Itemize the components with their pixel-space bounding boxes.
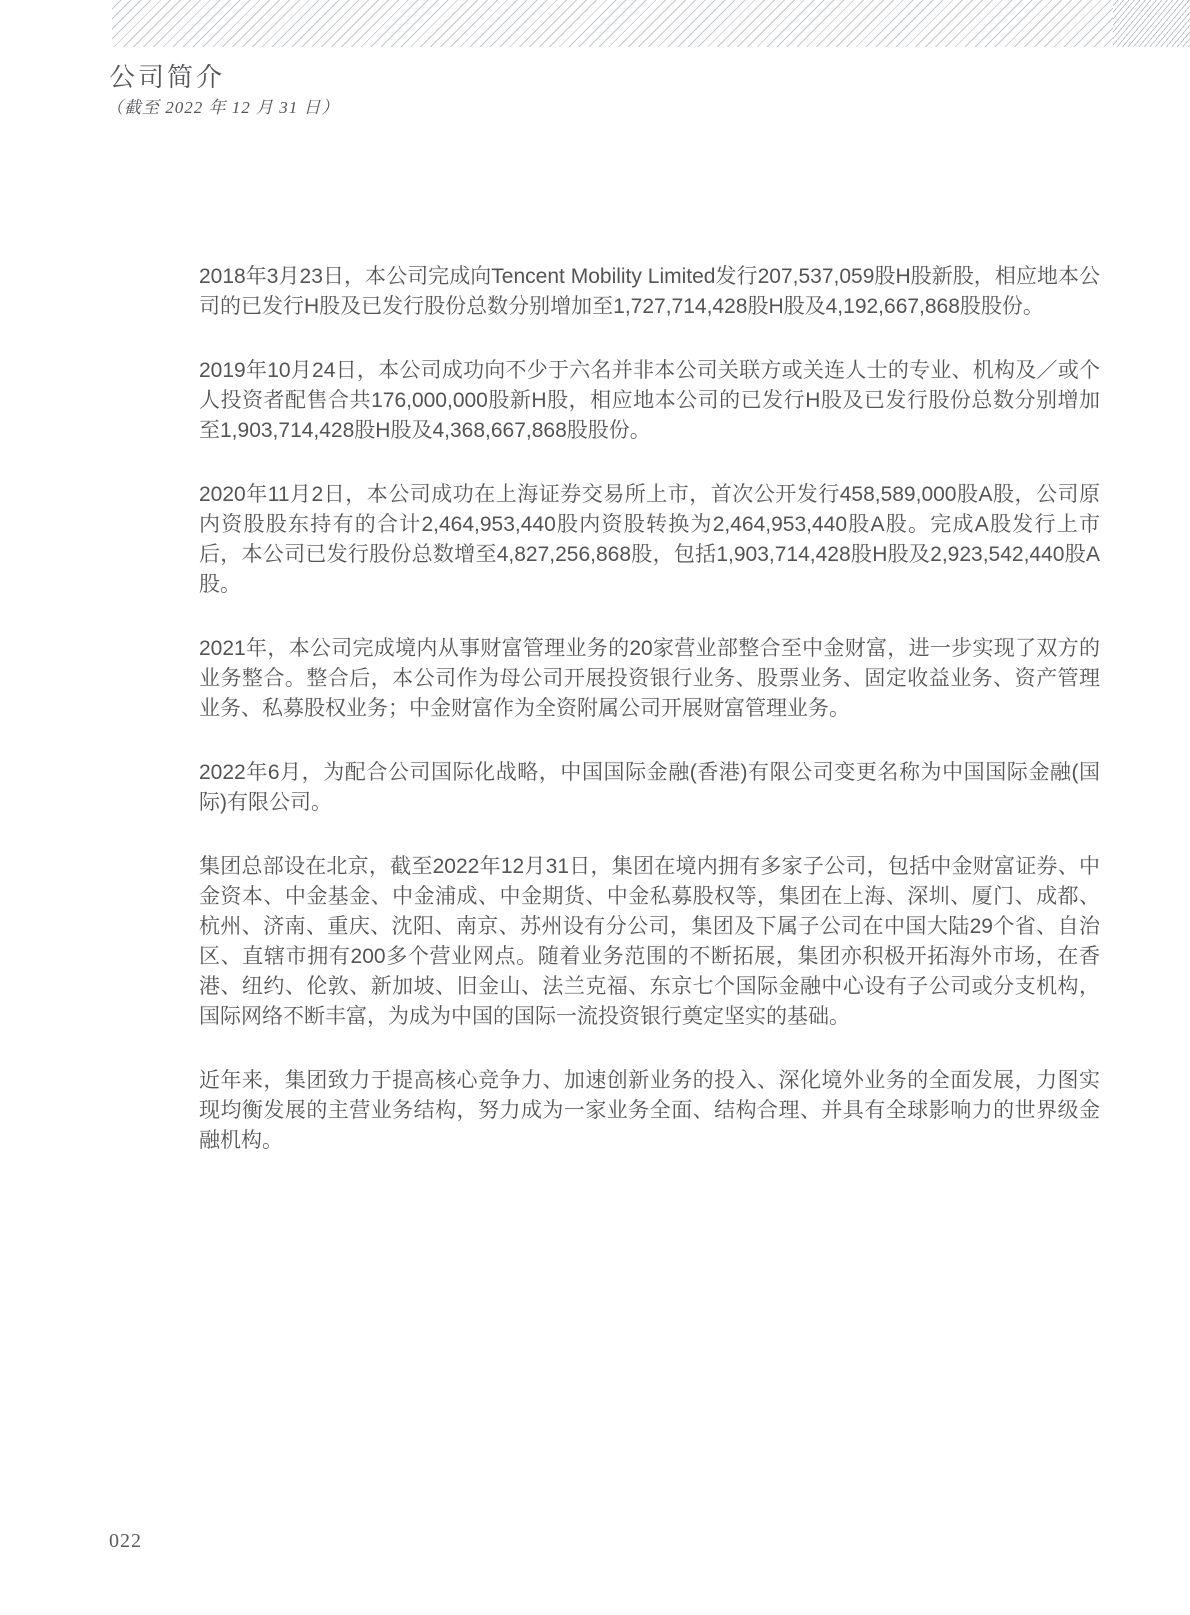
body-paragraph-group-network: 集团总部设在北京，截至2022年12月31日，集团在境内拥有多家子公司，包括中金财富证券、中金资本、中金基金、中金浦成、中金期货、中金私募股权等，集团在上海、深圳、厦门、成都、杭州、济南、重庆、沈阳、南京、苏州设有分公司，集团及下属子公司在中国大陆29个省、自治区、直辖市拥有200多个营业网点。随着业务范围的不断拓展，集团亦积极开拓海外市场，在香港、纽约、伦敦、新加坡、旧金山、法兰克福、东京七个国际金融中心设有子公司或分支机构，国际网络不断丰富，为成为中国的国际一流投资银行奠定坚实的基础。 — [199, 855, 1100, 1028]
body-paragraph-2018-h-share-issue: 2018年3月23日，本公司完成向Tencent Mobility Limited发行207,537,059股H股新股，相应地本公司的已发行H股及已发行股份总数分别增加至1,727,714,428股H股及4,192,667,868股股份。 — [199, 265, 1100, 318]
body-paragraph-2020-a-share-listing: 2020年11月2日，本公司成功在上海证券交易所上市，首次公开发行458,589,000股A股，公司原内资股股东持有的合计2,464,953,440股内资股转换为2,464,953,440股A股。完成A股发行上市后，本公司已发行股份总数增至4,827,256,868股，包括1,903,714,428股H股及2,923,542,440股A股。 — [199, 483, 1100, 596]
body-paragraph-recent-strategy: 近年来，集团致力于提高核心竞争力、加速创新业务的投入、深化境外业务的全面发展，力图实现均衡发展的主营业务结构，努力成为一家业务全面、结构合理、并具有全球影响力的世界级金融机构。 — [199, 1069, 1100, 1152]
body-paragraph-2022-rename: 2022年6月，为配合公司国际化战略，中国国际金融(香港)有限公司变更名称为中国国际金融(国际)有限公司。 — [199, 761, 1100, 814]
hatch-pattern-band — [112, 0, 1113, 47]
page-subtitle: （截至 2022 年 12 月 31 日） — [106, 98, 340, 117]
body-paragraph-2019-placement: 2019年10月24日，本公司成功向不少于六名并非本公司关联方或关连人士的专业、机构及／或个人投资者配售合共176,000,000股新H股，相应地本公司的已发行H股及已发行股份总数分别增加至1,903,714,428股H股及4,368,667,868股股份。 — [199, 359, 1100, 442]
page-title: 公司简介 — [109, 62, 226, 92]
hatch-pattern-band-dense — [1113, 0, 1190, 47]
page-number: 022 — [109, 1530, 142, 1552]
body-text — [199, 262, 1100, 1190]
body-paragraph-2021-wealth-management-integration: 2021年，本公司完成境内从事财富管理业务的20家营业部整合至中金财富，进一步实现了双方的业务整合。整合后，本公司作为母公司开展投资银行业务、股票业务、固定收益业务、资产管理业务、私募股权业务；中金财富作为全资附属公司开展财富管理业务。 — [199, 637, 1100, 720]
